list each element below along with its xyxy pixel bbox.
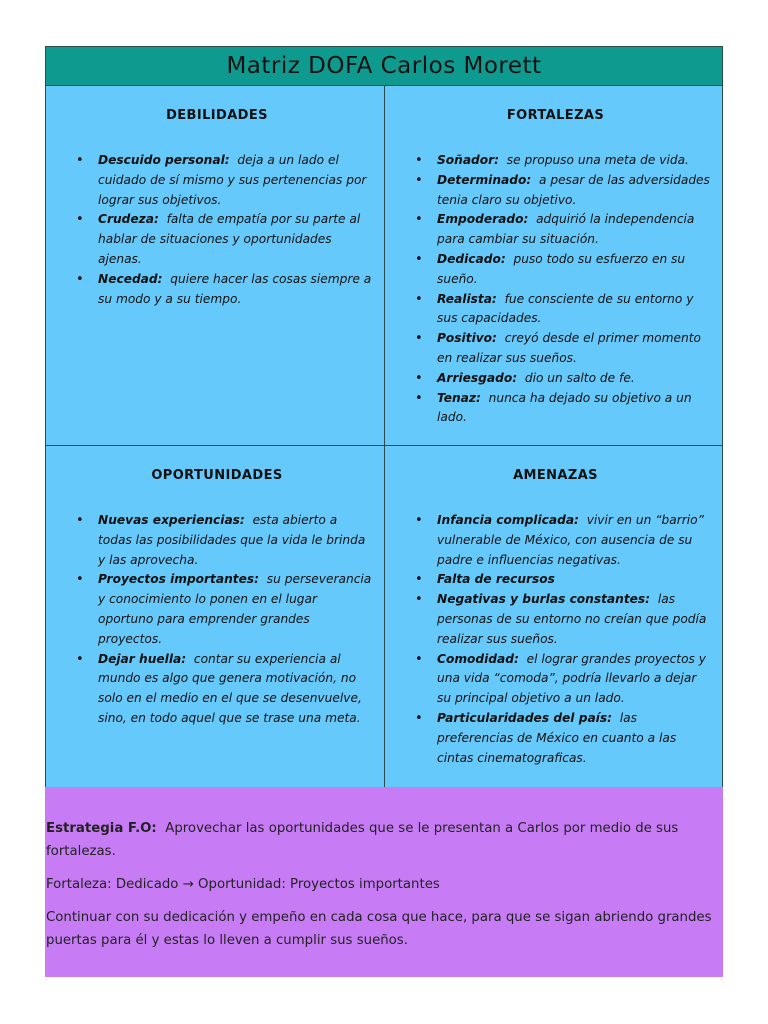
item-term: Empoderado:	[437, 212, 529, 227]
strategy-intro	[46, 817, 721, 863]
item-term: Falta de recursos	[437, 572, 555, 587]
quadrant-heading: AMENAZAS	[513, 468, 598, 483]
item-text: a pesar de las adversidades tenia claro su objetivo.	[437, 172, 710, 207]
item-text: su perseverancia y conocimiento lo ponen en el lugar oportuno para emprender grandes proyectos.	[98, 572, 372, 646]
quadrant-heading: FORTALEZAS	[506, 108, 605, 123]
list-item	[437, 369, 710, 389]
dofa-matrix	[45, 46, 723, 788]
item-text: se propuso una meta de vida.	[506, 153, 689, 167]
item-term: Particularidades del país:	[437, 710, 612, 725]
strategy-intro-text: Aprovechar las oportunidades que se le presentan a Carlos por medio de sus fortalezas.	[46, 821, 679, 859]
list-item	[437, 709, 710, 768]
item-text: deja a un lado el cuidado de sí mismo y sus pertenencias por lograr sus objetivos.	[98, 153, 367, 207]
item-text: las personas de su entorno no creían que podía realizar sus sueños.	[437, 592, 707, 646]
item-term: Arriesgado:	[437, 370, 518, 385]
list-item	[437, 210, 710, 250]
item-term: Tenaz:	[437, 390, 481, 405]
item-text: creyó desde el primer momento en realizar sus sueños.	[437, 331, 701, 365]
quadrant-grid	[46, 86, 722, 787]
item-term: Determinado:	[437, 172, 532, 187]
item-term: Positivo:	[437, 331, 497, 346]
list-item	[437, 290, 710, 330]
item-text: contar su experiencia al mundo es algo que genera motivación, no solo en el medio en el que se desenvuelve, sino, en todo aquel que se trase una meta.	[98, 651, 362, 725]
item-text: quiere hacer las cosas siempre a su modo y a su tiempo.	[98, 271, 372, 306]
quadrant-heading: OPORTUNIDADES	[151, 468, 283, 483]
item-term: Soñador:	[437, 153, 500, 167]
list-item	[437, 250, 710, 290]
item-term: Dedicado:	[437, 251, 506, 266]
list-item	[98, 210, 372, 269]
strategy-pair: Fortaleza: Dedicado → Oportunidad: Proyectos importantes	[46, 877, 440, 892]
list-item	[437, 590, 710, 649]
item-list	[82, 511, 372, 729]
list-item	[437, 151, 710, 171]
item-text: puso todo su esfuerzo en su sueño.	[437, 251, 686, 286]
item-text: esta abierto a todas las posibilidades que la vida le brinda y las aprovecha.	[98, 513, 366, 567]
list-item	[437, 389, 710, 429]
list-item	[98, 650, 372, 729]
strategy-box	[45, 787, 723, 977]
item-term: Crudeza:	[98, 212, 159, 227]
item-text: adquirió la independencia para cambiar su situación.	[437, 212, 695, 247]
list-item	[98, 511, 372, 570]
page-title: Matriz DOFA Carlos Morett	[226, 53, 542, 79]
item-text: dio un salto de fe.	[524, 370, 635, 385]
item-text: vivir en un “barrio” vulnerable de México, con ausencia de su padre e influencias negativas.	[437, 513, 704, 567]
item-term: Necedad:	[98, 271, 163, 286]
item-list	[82, 151, 372, 309]
list-item	[437, 329, 710, 369]
item-text: nunca ha dejado su objetivo a un lado.	[437, 390, 692, 425]
item-list	[421, 151, 710, 428]
strategy-label: Estrategia F.O:	[46, 821, 157, 836]
item-term: Infancia complicada:	[437, 513, 579, 527]
list-item	[437, 650, 710, 709]
item-list	[421, 511, 710, 768]
item-text: falta de empatía por su parte al hablar de situaciones y oportunidades ajenas.	[98, 212, 361, 266]
item-term: Negativas y burlas constantes:	[437, 592, 651, 607]
item-term: Proyectos importantes:	[98, 572, 260, 587]
item-term: Descuido personal:	[98, 153, 230, 167]
list-item	[437, 171, 710, 211]
item-text: las preferencias de México en cuanto a las cintas cinematograficas.	[437, 710, 677, 765]
strategy-detail: Continuar con su dedicación y empeño en cada cosa que hace, para que se sigan abriendo grandes puertas para él y estas lo lleven a cumplir sus sueños.	[46, 910, 712, 948]
item-text: fue consciente de su entorno y sus capacidades.	[437, 291, 694, 326]
title-bar	[46, 47, 722, 86]
item-term: Realista:	[437, 291, 497, 306]
quadrant-amenazas	[385, 446, 722, 787]
list-item	[98, 151, 372, 210]
quadrant-heading: DEBILIDADES	[166, 108, 268, 123]
item-term: Nuevas experiencias:	[98, 513, 245, 527]
item-term: Comodidad:	[437, 651, 519, 666]
list-item	[98, 270, 372, 310]
item-term: Dejar huella:	[98, 651, 187, 666]
quadrant-fortalezas	[385, 86, 722, 446]
list-item	[98, 570, 372, 649]
list-item	[437, 570, 710, 590]
item-text: el lograr grandes proyectos y una vida “comoda”, podría llevarlo a dejar su principal objetivo a un lado.	[437, 651, 706, 706]
quadrant-oportunidades	[46, 446, 385, 787]
list-item	[437, 511, 710, 570]
quadrant-debilidades	[46, 86, 385, 446]
